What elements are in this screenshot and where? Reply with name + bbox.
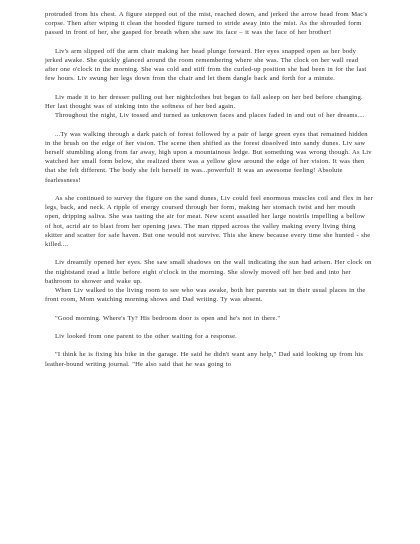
paragraph-5: ...Ty was walking through a dark patch of forest followed by a pair of large green eyes that remained hidden in the brush on the edge of her vision. The scene then shifted as the forest dissolved into sandy dunes. Liv saw herself stumbling along from far away, high upon a mountainous ledge. But something was wrong though. As Liv watched her small form below, she realized there was a yellow glow around the edge of her vision. It was then that she felt different. The body she felt herself in was...powerful! It was an awesome feeling! Absolute fearlessness!: [45, 130, 372, 184]
paragraph-2: Liv's arm slipped off the arm chair making her head plunge forward. Her eyes snapped open as her body jerked awake. She quickly glanced around the room remembering where she was. The clock on her wall read after one o'clock in the morning. She was cold and stiff from the curled-up position she had been in for the last few hours. Liv swung her legs down from the chair and let them dangle back and forth for a minute.: [45, 47, 367, 83]
paragraph-11: "I think he is fixing his bike in the garage. He said he didn't want any help," Dad said looking up from his leather-bound writing journal. "He also said that he was going to: [45, 351, 364, 368]
paragraph-1: protruded from his chest. A figure stepped out of the mist, reached down, and jerked the arrow head from Mac's corpse. Then after wiping it clean the hooded figure turned to stride away into the mist. As the shrouded form passed in front of her, she gasped for breath when she saw its face – it was the face of her brother!: [45, 11, 368, 37]
paragraph-8: When Liv walked to the living room to see who was awake, both her parents sat in their usual places in the front room, Mom watching morning shows and Dad writing. Ty was absent.: [45, 287, 366, 304]
paragraph-6: As she continued to survey the figure on the sand dunes, Liv could feel enormous muscles coil and flex in her legs, back, and neck. A ripple of energy coursed through her form, making her stomach twist and her mouth open, dripping saliva. She was tasting the air for meat. New scent assailed her large nostrils impelling a bellow of hot, acrid air to blast from her opening jaws. The man ripped across the valley making every living thing skitter and scatter for safe haven. But one would not survive. This she knew because every time she hunted - she killed....: [45, 195, 373, 249]
paragraph-7: Liv dreamily opened her eyes. She saw small shadows on the wall indicating the sun had arisen. Her clock on the nightstand read a little before eight o'clock in the morning. She slowly moved off her bed and into her bathroom to shower and wake up.: [45, 259, 372, 285]
paragraph-3: Liv made it to her dresser pulling out her nightclothes but began to fall asleep on her bed before changing. Her last thought was of sinking into the softness of her bed again.: [45, 93, 363, 110]
paragraph-4: Throughout the night, Liv tossed and turned as unknown faces and places faded in and out of her dreams....: [55, 112, 365, 120]
paragraph-9: "Good morning. Where's Ty? His bedroom door is open and he's not in there.": [55, 314, 281, 322]
paragraph-10: Liv looked from one parent to the other waiting for a response.: [55, 333, 237, 340]
